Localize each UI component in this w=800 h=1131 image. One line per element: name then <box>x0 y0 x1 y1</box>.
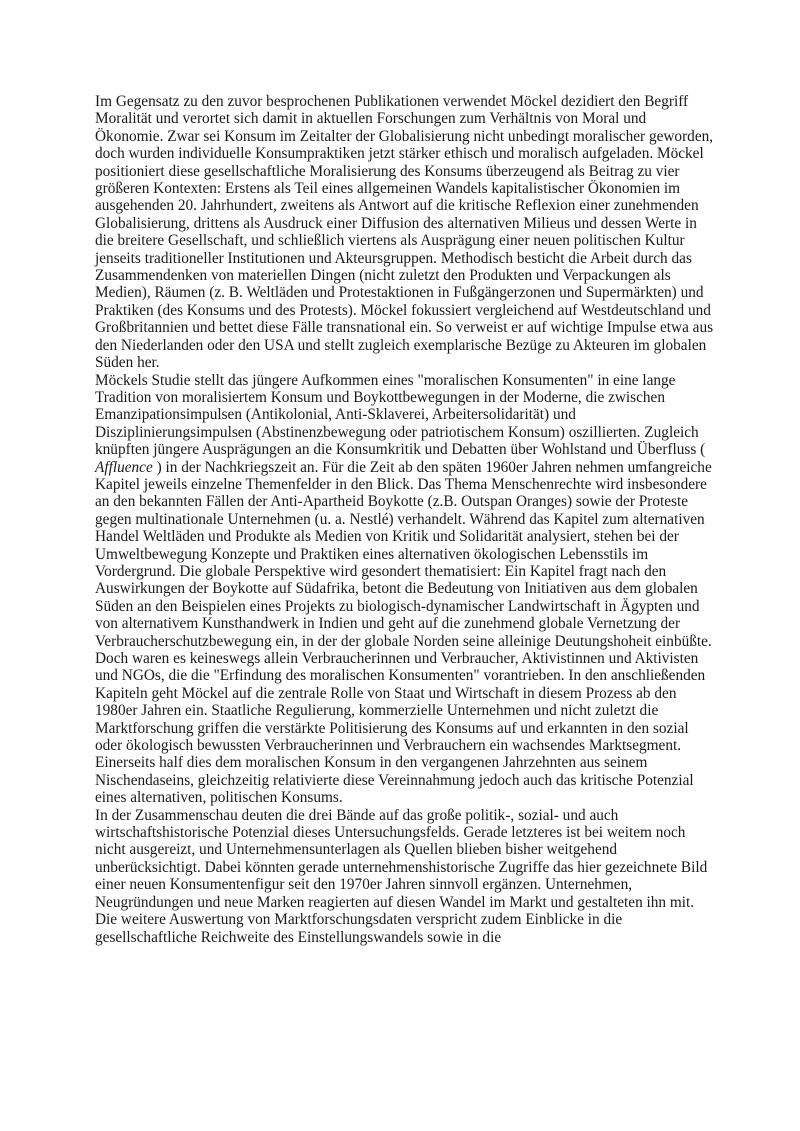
paragraph-1: Im Gegensatz zu den zuvor besprochenen Publikationen verwendet Möckel dezidiert den Begriff Moralität und verortet sich damit in aktuellen Forschungen zum Verhältnis von Moral und Ökonomie. Zwar sei Konsum im Zeitalter der Globalisierung nicht unbedingt moralischer geworden, doch wurden individuelle Konsumpraktiken jetzt stärker ethisch und moralisch aufgeladen. Möckel positioniert diese gesellschaftliche Moralisierung des Konsums überzeugend als Beitrag zu vier größeren Kontexten: Erstens als Teil eines allgemeinen Wandels kapitalistischer Ökonomien im ausgehenden 20. Jahrhundert, zweitens als Antwort auf die kritische Reflexion einer zunehmenden Globalisierung, drittens als Ausdruck einer Diffusion des alternativen Milieus und dessen Werte in die breitere Gesellschaft, und schließlich viertens als Ausprägung einer neuen politischen Kultur jenseits traditioneller Institutionen und Akteursgruppen. Methodisch besticht die Arbeit durch das Zusammendenken von materiellen Dingen (nicht zuletzt den Produkten und Verpackungen als Medien), Räumen (z. B. Weltläden und Protestaktionen in Fußgängerzonen und Supermärkten) und Praktiken (des Konsums und des Protests). Möckel fokussiert vergleichend auf Westdeutschland und Großbritannien und bettet diese Fälle transnational ein. So verweist er auf wichtige Impulse etwa aus den Niederlanden oder den USA und stellt zugleich exemplarische Bezüge zu Akteuren im globalen Süden her. <box>95 93 714 372</box>
emphasis-affluence: Affluence <box>95 458 153 476</box>
document-page <box>95 93 715 946</box>
paragraph-4: In der Zusammenschau deuten die drei Bände auf das große politik-, sozial- und auch wirtschaftshistorische Potenzial dieses Untersuchungsfelds. Gerade letzteres ist bei weitem noch nicht ausgereizt, und Unternehmensunterlagen als Quellen blieben bisher weitgehend unberücksichtigt. Dabei könnten gerade unternehmenshistorische Zugriffe das hier gezeichnete Bild einer neuen Konsumentenfigur seit den 1970er Jahren sinnvoll ergänzen. Unternehmen, Neugründungen und neue Marken reagierten auf diesen Wandel im Markt und gestalteten ihn mit. Die weitere Auswertung von Marktforschungsdaten verspricht zudem Einblicke in die gesellschaftliche Reichweite des Einstellungswandels sowie in die <box>95 806 708 946</box>
paragraph-2-text-after: ) in der Nachkriegszeit an. Für die Zeit ab den späten 1960er Jahren nehmen umfangreiche Kapitel jeweils einzelne Themenfelder in den Blick. Das Thema Menschenrechte wird insbesondere an den bekannten Fällen der Anti-Apartheid Boykotte (z.B. Outspan Oranges) sowie der Proteste gegen multinationale Unternehmen (u. a. Nestlé) verhandelt. Während das Kapitel zum alternativen Handel Weltläden und Produkte als Medien von Kritik und Solidarität analysiert, stehen bei der Umweltbewegung Konzepte und Praktiken eines alternativen ökologischen Lebensstils im Vordergrund. Die globale Perspektive wird gesondert thematisiert: Ein Kapitel fragt nach den Auswirkungen der Boykotte auf Südafrika, betont die Bedeutung von Initiativen aus dem globalen Süden an den Beispielen eines Projekts zu biologisch-dynamischer Landwirtschaft in Ägypten und von alternativem Kunsthandwerk in Indien und geht auf die zunehmend globale Vernetzung der Verbraucherschutzbewegung ein, in der der globale Norden seine alleinige Deutungshoheit einbüßte. <box>95 458 712 650</box>
paragraph-3: Doch waren es keineswegs allein Verbraucherinnen und Verbraucher, Aktivistinnen und Aktivisten und NGOs, die die "Erfindung des moralischen Konsumenten" vorantrieben. In den anschließenden Kapiteln geht Möckel auf die zentrale Rolle von Staat und Wirtschaft in diesem Prozess ab den 1980er Jahren ein. Staatliche Regulierung, kommerzielle Unternehmen und nicht zuletzt die Marktforschung griffen die verstärkte Politisierung des Konsums auf und erkannten in den sozial oder ökologisch bewussten Verbraucherinnen und Verbrauchern ein wachsendes Marktsegment. Einerseits half dies dem moralischen Konsum in den vergangenen Jahrzehnten aus seinem Nischendaseins, gleichzeitig relativierte diese Vereinnahmung jedoch auch das kritische Potenzial eines alternativen, politischen Konsums. <box>95 650 706 807</box>
paragraph-2-text-before: Möckels Studie stellt das jüngere Aufkommen eines "moralischen Konsumenten" in eine lange Tradition von moralisiertem Konsum und Boykottbewegungen in der Moderne, die zwischen Emanzipationsimpulsen (Antikolonial, Anti-Sklaverei, Arbeitersolidarität) und Disziplinierungsimpulsen (Abstinenzbewegung oder patriotischem Konsum) oszillierten. Zugleich knüpften jüngere Ausprägungen an die Konsumkritik und Debatten über Wohlstand und Überfluss ( <box>95 371 706 459</box>
paragraph-2 <box>95 372 715 651</box>
